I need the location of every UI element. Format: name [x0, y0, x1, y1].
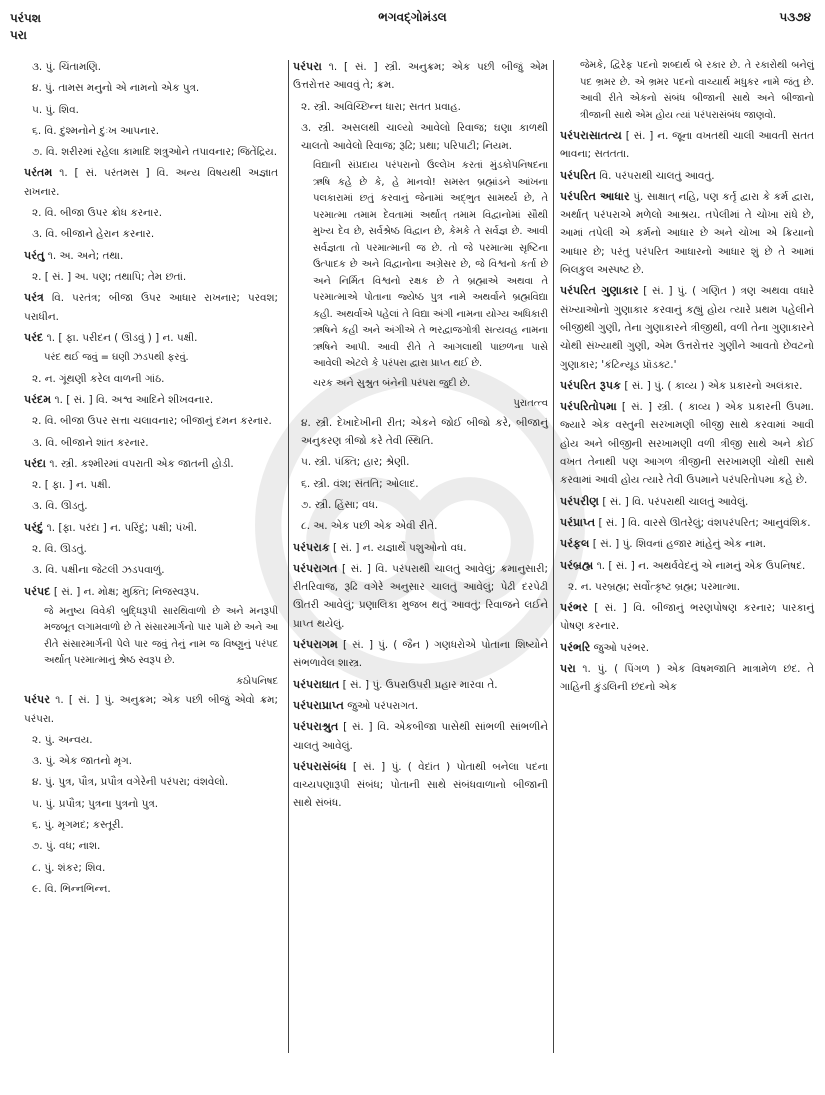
definition-text: [ સં. ] પું. ( જૈન ) ગણધરોએ પોતાના શિષ્યોને સંભળાવેલ શાસ્ત્ર.	[293, 639, 548, 670]
sense-definition: ૮. પું. શંકર; શિવ.	[32, 861, 106, 874]
citation-quote: વિદ્યાની સંપ્રદાય પરંપરાનો ઉલ્લેખ કરતાં મુંડકોપનિષદના ઋષિ કહે છે કે, હે માનવો! સમસ્ત બ્રહ્માંડને આંખના પલકારામાં છતું કરવાનું જેનામાં અદ્ભુત સામર્થ્ય છે, તે પરમાત્મા તમામ દેવતામાં અર્થાત્ તમામ વિદ્વાનોમાં સૌથી મુખ્ય દેવ છે, સર્વશ્રેષ્ઠ વિદ્વાન છે, કેમકે તે સર્વજ્ઞ છે. આવી સર્વજ્ઞતા તો પરમાત્માની જ છે. તો જે પરમાત્મા સૃષ્ટિના ઉત્પાદક છે અને વિદ્વાનોના અગ્રેસર છે, જે વિશ્વનો કર્તા છે અને નિર્મિત વિશ્વનો રક્ષક છે તે બ્રહ્માએ અથવા તે પરમાત્માએ પોતાના જ્યેષ્ઠ પુત્ર નામે અથર્વાને બ્રહ્મવિદ્યા કહી. અથર્વાએ પહેલાં તે વિદ્યા અંગી નામના યોગ્ય અધિકારી ઋષિને કહી અને અંગીએ તે ભરદ્વાજગોત્રી સત્યવહ નામના ઋષિને આપી. આવી રીતે તે આગલાથી પાછળના પાસે આવેલી એટલે કે પરંપરા દ્વારા પ્રાપ્ત થઈ છે.	[313, 160, 548, 370]
column-2	[293, 58, 548, 816]
first-guide-word: પરંપશ	[10, 11, 42, 25]
sense-definition: ૨. પું. અન્વય.	[32, 733, 93, 746]
headword: પરંદા	[24, 456, 47, 470]
definition-text: [ સં. ] વિ. પરંપરાથી ચાલતું આવેલું; ક્રમાનુસારી; રીતરિવાજ, રૂઢિ વગેરે અનુસાર ચાલતું આવેલું; પેઢી દરપેઢી ઊતરી આવેલું; પ્રણાલિકા મુજબ થતું આવતું; રિવાજને લઈને પ્રાપ્ત થયેલું.	[293, 562, 548, 630]
sense-definition: ૨. ન. પરબ્રહ્મ; સર્વોત્કૃષ્ટ બ્રહ્મ; પરમાત્મા.	[568, 580, 741, 593]
sense-definition: ૬. પું. મૃગમદ; કસ્તૂરી.	[32, 819, 124, 831]
dictionary-entry	[293, 718, 548, 755]
sense-definition: ૩. સ્ત્રી. અસલથી ચાલ્યો આવેલો રિવાજ; ઘણા કાળથી ચાલતો આવેલો રિવાજ; રૂઢિ; પ્રથા; પરિપાટી; નિયમ.	[301, 121, 548, 153]
dictionary-entry	[24, 164, 278, 201]
dictionary-entry	[293, 676, 548, 694]
headword: પરંપરીણ	[560, 494, 600, 508]
definition-text: જુઓ પરંપરાગત.	[343, 699, 419, 712]
column-1	[24, 58, 278, 901]
sense-definition: ૨. ન. ગૂંથણી કરેલ વાળની ગાંઠ.	[32, 372, 165, 385]
headword: પરંપરાશ્રુત	[293, 720, 339, 734]
dictionary-entry	[24, 519, 278, 537]
book-title: ભગવદ્ગોમંડલ	[378, 10, 447, 24]
citation-quote: ચરક અને સુશ્રુત બંનેની પરંપરા જુદી છે.	[313, 377, 471, 389]
headword: પરંતુ	[24, 248, 45, 262]
headword: પરંપરાપ્રાપ્ત	[293, 698, 344, 712]
sense-definition: ૫. પું. શિવ.	[32, 103, 79, 116]
sense-definition: ૬. વિ. દુશ્મનોને દુઃખ આપનાર.	[32, 124, 159, 137]
definition-text: ૧. [ સં. ] સ્ત્રી. અનુક્રમ; એક પછી બીજું એમ ઉત્તરોત્તર આવવું તે; ક્રમ.	[293, 61, 548, 92]
citation-source: કઠોપનિષદ	[236, 675, 278, 687]
sense-definition: ૨. વિ. બીજા ઉપર ક્રોધ કરનાર.	[32, 207, 163, 220]
headword: પરંભરિ	[560, 640, 591, 654]
sense-definition: ૨. સ્ત્રી. અવિચ્છિન્ન ધારા; સતત પ્રવાહ.	[301, 100, 461, 113]
dictionary-entry	[560, 127, 814, 164]
definition-text: [ સં. ] પું. ( ગણિત ) ત્રણ અથવા વધારે સંખ્યાઓનો ગુણાકાર કરવાનું કહ્યું હોય ત્યારે પ્રથમ પહેલીને બીજીથી ગુણી, તેના ગુણાકારને ત્રીજીથી, વળી તેના ગુણાકારને ચોથી સંખ્યાથી ગુણી, એમ ઉત્તરોત્તર ગુણીને આવતો છેવટનો ગુણાકાર; 'કંટિન્યૂડ પ્રૉડક્ટ.'	[560, 285, 814, 371]
dictionary-entry	[560, 167, 814, 185]
definition-text: ૧. [ સં. ] ન. અથર્વવેદનું એ નામનું એક ઉપનિષદ.	[593, 559, 806, 572]
page-number: ૫૩૭૪	[779, 10, 811, 24]
dictionary-entry	[24, 583, 278, 601]
headword: પરંપરાગત	[293, 561, 338, 575]
dictionary-entry	[560, 398, 814, 489]
definition-text: ૧. [ સં. પરંતમસ ] વિ. અન્ય વિષયથી અજ્ઞાત રાખનાર.	[24, 167, 278, 198]
definition-text: [ સં. ] ન. મોક્ષ; મુક્તિ; નિજસ્વરૂપ.	[50, 585, 200, 598]
headword: પરંપરાગમ	[293, 638, 338, 652]
definition-text: ૧. અ. અને; તથા.	[44, 249, 124, 262]
sense-definition: ૬. સ્ત્રી. વંશ; સંતતિ; ઓલાદ.	[301, 477, 419, 490]
dictionary-entry	[560, 660, 814, 697]
citation-quote: જેમકે, દ્વિરેફ પદનો શબ્દાર્થ બે રકાર છે. તે રકારોથી બનેલું પદ ભ્રમર છે. એ ભ્રમર પદનો વાચ્યાર્થ મધુકર નામે જંતુ છે. આવી રીતે એકનો સંબંધ બીજાની સાથે અને બીજાનો ત્રીજાની સાથે એમ હોય ત્યાં પરંપરાસંબંધ જાણવો.	[580, 60, 814, 121]
sense-definition: ૪. પું. પુત્ર, પૌત્ર, પ્રપૌત્ર વગેરેની પરંપરા; વંશવેલો.	[32, 776, 229, 789]
citation-quote: પરંદ થઈ જવું = ઘણી ઝડપથી ફરવું.	[44, 352, 189, 364]
dictionary-entry	[24, 455, 278, 473]
dictionary-entry	[293, 58, 548, 95]
headword: પરંદ	[24, 330, 44, 344]
headword: પરંપરિત આધાર	[560, 189, 630, 203]
sense-definition: ૨. [ ફા. ] ન. પક્ષી.	[32, 479, 111, 492]
headword: પરંપરિત ગુણાકાર	[560, 284, 639, 298]
headword: પરંફલ	[560, 537, 590, 551]
definition-text: [ સં. ] વિ. એકબીજા પાસેથી સાંભળી સાંભળીને ચાલતું આવેલું.	[293, 721, 548, 752]
sense-definition: ૫. પું. પ્રપૌત્ર; પુત્રના પુત્રનો પુત્ર.	[32, 797, 159, 810]
definition-text: [ સં. ] વિ. બીજાનું ભરણપોષણ કરનાર; પારકાનું પોષણ કરનાર.	[560, 602, 814, 633]
headword: પરંબ્રહ્મ	[560, 558, 594, 572]
headword: પરંપરિતોપમા	[560, 400, 617, 414]
column-3	[560, 58, 814, 700]
sense-definition: ૩. વિ. બીજાને શાંત કરનાર.	[32, 436, 149, 449]
dictionary-entry	[560, 188, 814, 279]
definition-text: ૧. [ સં. ] પું. અનુક્રમ; એક પછી બીજું એવો ક્રમ; પરંપરા.	[24, 694, 278, 725]
dictionary-entry	[560, 493, 814, 511]
sense-definition: ૨. [ સં. ] અ. પણ; તથાપિ; તેમ છતાં.	[32, 270, 187, 283]
dictionary-entry	[560, 557, 814, 575]
headword: પરંત્ર	[24, 291, 44, 305]
headword: પરંતમ	[24, 166, 53, 180]
headword: પરંદમ	[24, 392, 52, 406]
sense-definition: ૩. પું. એક જાતનો મૃગ.	[32, 755, 133, 768]
headword: પરંપરાસંબંધ	[293, 759, 347, 773]
definition-text: [ સં. ] સ્ત્રી. ( કાવ્ય ) એક પ્રકારની ઉપમા. જ્યારે એક વસ્તુની સરખામણી બીજી સાથે કરવામાં આવી હોય અને બીજીની સરખામણી વળી ત્રીજી સાથે અને કોઈ વખત તેનાથી પણ આગળ ત્રીજીની સરખામણી ચોથી સાથે કરવામાં આવી હોય ત્યારે તેવી ઉપમાને પરંપરિતોપમા કહે છે.	[560, 401, 814, 487]
dictionary-entry	[560, 377, 814, 395]
definition-text: પું. સાક્ષાત્ નહિ, પણ કર્તૃ દ્વારા કે કર્મ દ્વારા, અર્થાત્ પરંપરાએ મળેલો આશ્રય. તપેલીમાં તે ચોખા રાંધે છે, આમાં તપેલી એ કર્મનો આધાર છે અને ચોખા એ ક્રિયાનો આધાર છે; પરંતુ પરંપરિત આધારનો આધાર શું છે તે આમાં બિલકુલ અસ્પષ્ટ છે.	[560, 190, 814, 277]
dictionary-entry	[24, 247, 278, 265]
dictionary-entry	[560, 599, 814, 636]
sense-definition: ૪. પું. તામસ મનુનો એ નામનો એક પુત્ર.	[32, 82, 200, 95]
definition-text: [ સં. ] પું. ( કાવ્ય ) એક પ્રકારનો અલંકાર.	[621, 379, 803, 392]
sense-definition: ૭. વિ. શરીરમાં રહેલા કામાદિ શત્રુઓને તપાવનાર; જિતેંદ્રિય.	[32, 146, 277, 159]
dictionary-entry	[293, 539, 548, 557]
definition-text: જુઓ પરંભર.	[590, 641, 650, 654]
sense-definition: ૭. સ્ત્રી. હિંસા; વધ.	[301, 498, 379, 511]
definition-text: [ સં. ] પું. ઉપરાઉપરી પ્રહાર મારવા તે.	[339, 678, 498, 691]
dictionary-entry	[293, 560, 548, 633]
definition-text: [ સં. ] ન. જૂના વખતથી ચાલી આવતી સતત ભાવના; સતતતા.	[560, 130, 814, 161]
sense-definition: ૭. પું. વધ; નાશ.	[32, 840, 101, 853]
definition-text: ૧. [ ફા. પરીદન ( ઊડવું ) ] ન. પક્ષી.	[43, 331, 198, 344]
definition-text: [ સં. ] ન. યજ્ઞાર્થે પશુઓનો વધ.	[329, 541, 467, 554]
headword: પરા	[560, 662, 576, 676]
definition-text: ૧. પું. ( પિંગળ ) એક વિષમજાતિ માત્રામેળ છંદ. તે ગાહિની કુંડલિની છંદનો એક	[560, 663, 814, 694]
column-divider	[553, 60, 554, 1053]
dictionary-entry	[24, 691, 278, 728]
dictionary-entry	[560, 282, 814, 373]
headword: પરંપરાક	[293, 540, 330, 554]
definition-text: [ સં. ] વિ. પરંપરાથી ચાલતું આવેલું.	[599, 495, 749, 508]
headword: પરંપરા	[293, 60, 322, 73]
dictionary-entry	[24, 391, 278, 409]
headword: પરંપ્રાપ્ત	[560, 515, 596, 529]
sense-definition: ૩. વિ. ઊડતું.	[32, 500, 88, 513]
citation-quote: જે મનુષ્ય વિવેકી બુદ્ધિરૂપી સારથિવાળો છે અને મનરૂપી મજબૂત લગામવાળો છે તે સંસારમાર્ગનો પાર પામે છે અને આ રીતે સંસારમાર્ગની પેલે પાર જવું તેનું નામ જ વિષ્ણુનું પરંપદ અર્થાત્ પરમાત્માનું શ્રેષ્ઠ સ્વરૂપ છે.	[44, 605, 278, 667]
dictionary-entry	[560, 639, 814, 657]
headword: પરંદું	[24, 520, 44, 534]
sense-definition: ૩. વિ. પક્ષીના જેટલી ઝડપવાળું.	[32, 564, 165, 577]
dictionary-entry	[560, 535, 814, 553]
headword: પરંપરિત	[560, 168, 597, 182]
sense-definition: ૩. વિ. બીજાને હેરાન કરનાર.	[32, 228, 155, 241]
dictionary-entry	[24, 289, 278, 326]
definition-text: ૧. [ સં. ] વિ. અશ્વ આદિને શીખવનાર.	[51, 393, 214, 406]
dictionary-entry	[293, 758, 548, 813]
definition-text: વિ. પરંપરાથી ચાલતું આવતું.	[596, 169, 715, 182]
headword: પરંપદ	[24, 584, 51, 598]
sense-definition: ૨. વિ. બીજા ઉપર સત્તા ચલાવનાર; બીજાનું દમન કરનાર.	[32, 415, 272, 428]
headword: પરંપર	[24, 693, 51, 707]
sense-definition: ૫. સ્ત્રી. પંક્તિ; હાર; શ્રેણી.	[301, 456, 410, 469]
headword: પરંભર	[560, 601, 588, 615]
dictionary-entry	[24, 329, 278, 347]
sense-definition: ૪. સ્ત્રી. દેખાદેખીની રીત; એકને જોઈ બીજો કરે, બીજાનું અનુકરણ ત્રીજો કરે તેવી સ્થિતિ.	[301, 416, 548, 448]
headword: પરંપરાસાતત્ય	[560, 129, 622, 142]
dictionary-entry	[560, 514, 814, 532]
dictionary-entry	[293, 636, 548, 673]
dictionary-entry	[293, 697, 548, 715]
headword: પરંપરાઘાત	[293, 677, 340, 691]
citation-source: પુરાતત્ત્વ	[513, 398, 548, 410]
definition-text: [ સં. ] વિ. વારસે ઊતરેલું; વંશપરંપરિત; આનુવંશિક.	[595, 516, 811, 529]
definition-text: ૧. [ફા. પરંદા ] ન. પરિંદું; પક્ષી; પંખી.	[43, 521, 198, 534]
definition-text: [ સં. ] પું. શિવનાં હજાર માંહેનું એક નામ.	[589, 538, 767, 551]
definition-text: ૧. સ્ત્રી. કશ્મીરમાં વપરાતી એક જાતની હોડી.	[46, 457, 234, 470]
sense-definition: ૩. પું. ચિંતામણિ.	[32, 61, 102, 73]
sense-definition: ૨. વિ. ઊડતું.	[32, 543, 87, 556]
definition-text: વિ. પરતંત્ર; બીજા ઉપર આધાર રાખનાર; પરવશ; પરાધીન.	[24, 292, 278, 323]
sense-definition: ૯. વિ. ભિન્નભિન્ન.	[32, 882, 111, 895]
sense-definition: ૮. અ. એક પછી એક એવી રીતે.	[301, 520, 438, 533]
last-guide-word: પરા	[10, 28, 27, 42]
definition-text: [ સં. ] પું. ( વેદાંત ) પોતાથી બનેલા પદના વાચ્યપણારૂપી સંબંધ; પોતાની સાથે સંબંધવાળાનો બીજાની સાથે સંબંધ.	[293, 760, 548, 810]
headword: પરંપરિત રૂપક	[560, 378, 622, 392]
column-divider	[288, 60, 289, 1053]
